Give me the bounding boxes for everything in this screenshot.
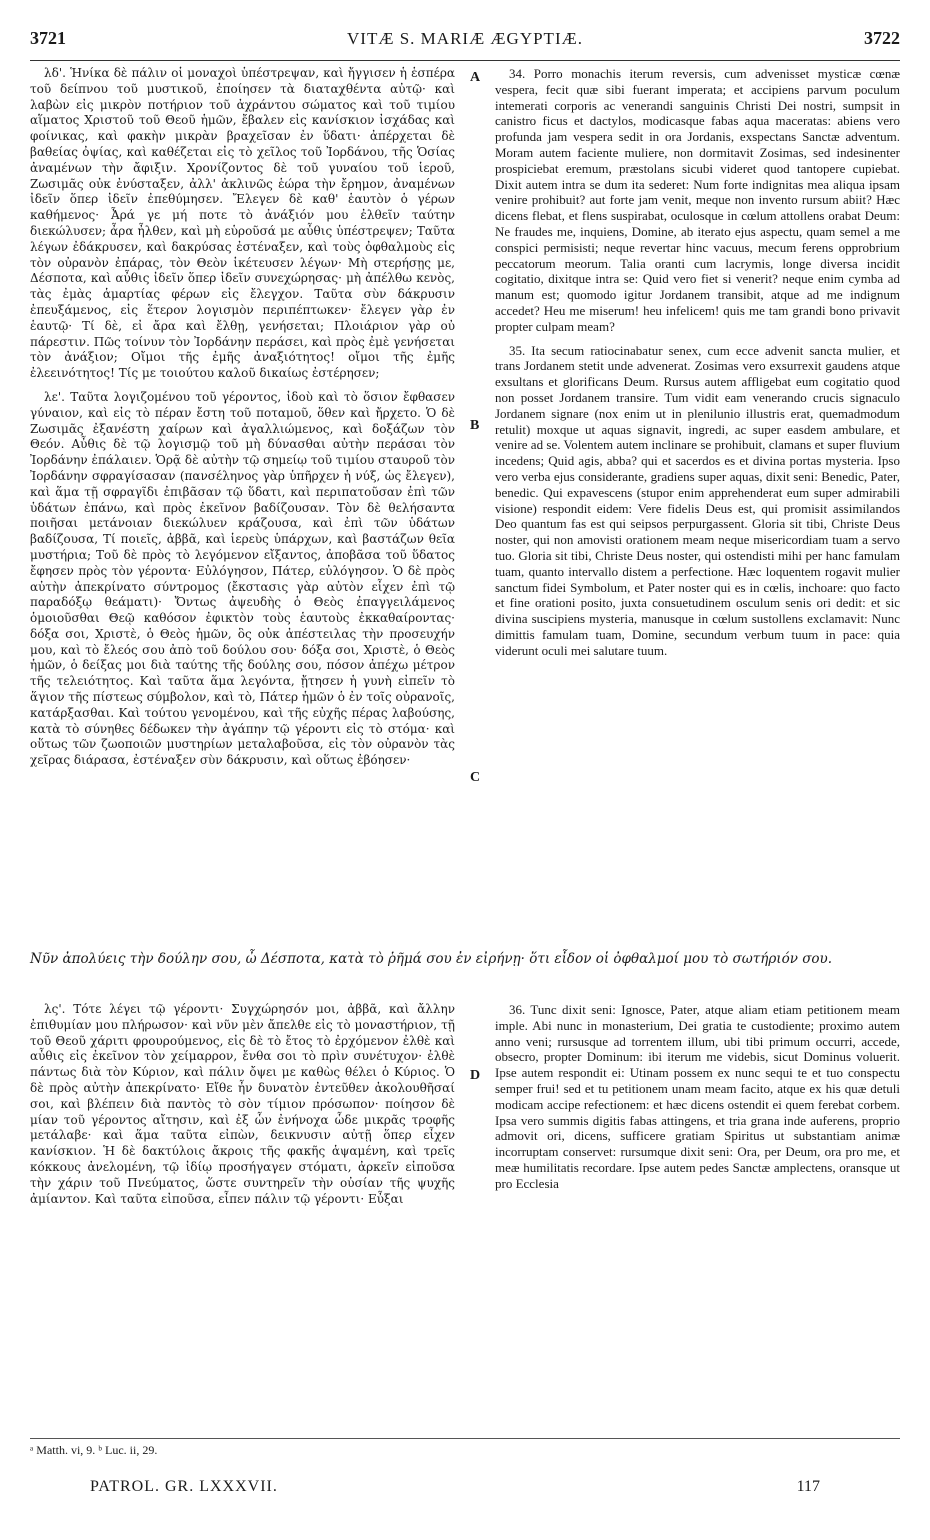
- page-header: [30, 28, 900, 61]
- footnotes: ᵃ Matth. vi, 9. ᵇ Luc. ii, 29.: [30, 1438, 900, 1458]
- latin-paragraph-34: 34. Porro monachis iterum reversis, cum advenisset mysticæ cœnæ vespera, fecit quæ sibi fuerant imperata; et accipiens parvum poculum intemerati corporis ac venerandi sanguinis Christi Dei nostri, sumpsit in canistro ficus et dactylos, modicasque fabas aqua maceratas: abiens vero profunda jam vespera sedit in ora Jordanis, exspectans Sanctæ adventum. Moram autem faciente muliere, non dormitavit Zosimas, sed indesinenter prospiciebat eremum, præstolans sicubi videret quod tantopere cupiebat. Dixit autem intra se dum ita sederet: Num forte indignitas mea aliqua ipsam venire prohibuit? aut forte jam venit, meque non invento rursum abiit? Hæc dicens flebat, et flens suspirabat, oculosque in cœlum attollens orabat Deum: Ne fraudes me, inquiens, Domine, ab iterato ejus aspectu, quam semel a me conspici permisisti; neque revertar hinc vacuus, mecum ferens opprobrium peccatorum meorum. Talia oranti cum lacrymis, longe diversa incidit cogitatio, dixitque intra se: Quid vero fiet si venerit? neque enim cymba ad manum est; quomodo igitur Jordanem transibit, atque ad me indignum accedet? Heu me miserum! heu infelicem! quis me tam grandi bono privavit propter culpam meam?: [495, 66, 900, 334]
- page-number-right: 3722: [864, 28, 900, 48]
- greek-paragraph-36: λς'. Τότε λέγει τῷ γέροντι· Συγχώρησόν μοι, ἀββᾶ, καὶ ἄλλην ἐπιθυμίαν μου πλήρωσον· καὶ νῦν μὲν ἄπελθε εἰς τὸ μοναστήριον, τῇ τοῦ Θεοῦ χάριτι φρουρούμενος, εἰς δὲ τὸ ἔτος τὸ ἐρχόμενον ἐλθὲ καὶ αὖθις εἰς ἐκεῖνον τὸν χείμαρρον, ἔνθα σοι τὸ πρὶν συνέτυχον· ἐλθὲ πάντως διὰ τὸν Κύριον, καὶ πάλιν ὄψει με καθὼς θέλει ὁ Κύριος. Ὁ δὲ πρὸς αὐτὴν ἀπεκρίνατο· Εἴθε ἦν δυνατὸν ἐντεῦθεν ἀκολουθῆσαί σοι, καὶ βλέπειν διὰ παντὸς τὸ σὸν τίμιον πρόσωπον· ποίησον δὲ μίαν τοῦ γέροντος αἴτησιν, καὶ ἐξ ὧν ἐνήνοχα ὧδε μικρᾶς τροφῆς μετάλαβε· καὶ ἅμα ταῦτα εἰπὼν, δεικνυσιν αὐτῇ ὅπερ εἶχεν κανίσκιον. Ἡ δὲ δακτύλοις ἄκροις τῆς φακῆς ἁψαμένη, καὶ τρεῖς κόκκους ἀνελομένη, τῷ ἰδίῳ προσήγαγεν στόματι, ἀρκεῖν εἰποῦσα τὴν χάριν τοῦ Πνεύματος, ὥστε συντηρεῖν τὴν οὐσίαν τῆς ψυχῆς ἀμίαντον. Καὶ ταῦτα εἰποῦσα, εἶπεν πάλιν τῷ γέροντι· Εὖξαι: [30, 1002, 455, 1206]
- latin-column: [495, 66, 900, 666]
- sheet-number: 117: [796, 1478, 820, 1495]
- latin-paragraph-35: 35. Ita secum ratiocinabatur senex, cum ecce advenit sancta mulier, et trans Jordanem stetit unde advenerat. Zosimas vero exsurrexit gaudens atque exsultans et glorificans Deum. Rursus autem affligebat eum cogitatio quod non posset Jordanem transire. Tum vidit eam venerando crucis signaculo Jordanem signare (nox enim ut in plenilunio illustris erat, quemadmodum retulit) moxque ut aquas signavit, ingredi, ac super easdem ambulare, et venire ad se. Volentem autem inclinare se prohibuit, clamans et super fluvium incedens; Quid agis, abba? qui et sacerdos es et divina portas mysteria. Ipso vero verba ejus considerante, gradiens super aquas, dixit seni: Benedic, Pater, benedic. Qui expavescens (stupor enim apprehenderat eum super admirabili visione) respondit eidem: Vere fidelis Deus est, qui promisit assimilandos Deo quantum fas est qui seipsos perpurgassent. Gloria sit tibi, Christe Deus noster, qui non amovisti orationem meam neque misericordiam tuam a servo tuo. Gloria sit tibi, Christe Deus noster, qui ostendisti mihi per hanc famulam tuam, quanto intervallo distem a perfectione. Hæc loquentem rogavit mulier sanctum fidei Symbolum, et Pater noster qui es in cœlis, inchoare: quo facto et fine orationi posito, juxta consuetudinem osculum senis ori dedit: et sic divina suscipiens mysteria, manusque in cœlum sustollens exclamavit: Nunc dimittis famulam tuam, Domine, secundum verbum tuum in pace: quia viderunt oculi mei salutare tuum.: [495, 342, 900, 658]
- margin-marker-c: C: [470, 770, 481, 785]
- margin-marker-a: A: [470, 70, 481, 85]
- spanning-quotation: Νῦν ἀπολύεις τὴν δούλην σου, ὦ Δέσποτα, κατὰ τὸ ῥῆμά σου ἐν εἰρήνῃ· ὅτι εἶδον οἱ ὀφθαλμοί μου τὸ σωτήριόν σου.: [30, 951, 833, 967]
- page-number-left: 3721: [30, 28, 66, 48]
- latin-column-lower: [495, 1002, 900, 1200]
- collection-signature: PATROL. GR. LXXXVII.: [90, 1478, 278, 1495]
- greek-paragraph-34: λδ'. Ἡνίκα δὲ πάλιν οἱ μοναχοὶ ὑπέστρεψαν, καὶ ἤγγισεν ἡ ἑσπέρα τοῦ δείπνου τοῦ μυστικοῦ, ἐποίησεν τὰ διαταχθέντα αὐτῷ· καὶ λαβὼν εἰς μικρὸν ποτήριον τοῦ ἀχράντου σώματος καὶ τοῦ τιμίου αἵματος Χριστοῦ τοῦ Θεοῦ ἡμῶν, ἔβαλεν εἰς κανίσκιον ἰσχάδας καὶ φοίνικας, καὶ φακὴν μικρὰν βραχεῖσαν ἐν ὕδατι· ἀπέρχεται δὲ βαθείας ὀψίας, καὶ καθέζεται εἰς τὸ χεῖλος τοῦ Ἰορδάνου, τῆς Ὁσίας ἀναμένων τὴν ἄφιξιν. Χρονίζοντος δὲ τοῦ γυναίου τοῦ ἱεροῦ, Ζωσιμᾶς οὐκ ἐνύσταξεν, ἀλλ' ἀκλινῶς ἑώρα τὴν ἔρημον, ἀναμένων ἰδεῖν ὅπερ ἰδεῖν ἐπεθύμησεν. Ἔλεγεν δὲ καθ' ἑαυτὸν ὁ γέρων καθήμενος· Ἆρά γε μή ποτε τὸ ἀνάξιόν μου ἐλθεῖν ταύτην διεκώλυσεν; ἆρα ἦλθεν, καὶ μὴ εὑροῦσά με αὖθις ὑπέστρεψεν; Ταῦτα λέγων ἐδάκρυσεν, καὶ δακρύσας ἐστέναξεν, καὶ τοὺς ὀφθαλμοὺς εἰς τὸν οὐρανὸν ἐπάρας, τὸν Θεὸν ἱκέτευσεν λέγων· Μὴ στερήσῃς με, Δέσποτα, καὶ αὖθις ἰδεῖν ὅπερ ἰδεῖν συνεχώρησας· μὴ ἀπέλθω κενὸς, τὰς ἐμὰς ἁμαρτίας φέρων εἰς ἔλεγχον. Ταῦτα σὺν δάκρυσιν ἐπευξάμενος, εἰς ἕτερον λογισμὸν περιπέπτωκεν· ἔλεγεν γὰρ ἐν ἑαυτῷ· Τί δὲ, εἰ ἄρα καὶ ἔλθῃ, γενήσεται; Πλοιάριον γὰρ οὐ πάρεστιν. Πῶς τοίνυν τὸν Ἰορδάνην περάσει, καὶ πρὸς ἐμὲ γενήσεται τὸν ἀνάξιον; Οἴμοι τῆς ἐμῆς ἀναξιότητος! οἴμοι τῆς ἐμῆς ἐλεεινότητος! Τίς με τοιούτου καλοῦ δικαίως ἐστέρησεν;: [30, 66, 455, 381]
- text-columns-lower: [30, 1002, 900, 1432]
- greek-column-lower: [30, 1002, 455, 1215]
- latin-paragraph-36: 36. Tunc dixit seni: Ignosce, Pater, atque aliam etiam petitionem meam imple. Abi nunc in monasterium, Dei gratia te custodiente; proximo autem anno veni; rursusque ad torrentem illum, ubi tibi primum occurri, accede, obsecro, propter Dominum: ibi iterum me videbis, sicut Dominus voluerit. Ipse autem respondit ei: Utinam possem ex nunc sequi te et tuo conspectu semper frui! sed et tu petitionem unam meam facito, atque ex his quæ detuli modicam accipe refectionem: et hæc dicens ostendit ei quem ferebat corbem. Ipsa vero summis digitis fabas attingens, et tria grana inde auferens, proprio admovit ori, dicens, sufficere gratiam Spiritus ut substantiam animæ incorruptam conservet: rursumque dixit seni: Ora, per Deum, ora pro me, et meæ humilitatis recordare. Ipse autem pedes Sanctæ amplectens, oransque ut pro Ecclesia: [495, 1002, 900, 1191]
- running-title: VITÆ S. MARIÆ ÆGYPTIÆ.: [347, 29, 583, 48]
- margin-marker-b: B: [470, 418, 480, 433]
- page-footer: [30, 1478, 900, 1496]
- margin-marker-d: D: [470, 1068, 481, 1083]
- greek-column: [30, 66, 455, 777]
- greek-paragraph-35: λε'. Ταῦτα λογιζομένου τοῦ γέροντος, ἰδοὺ καὶ τὸ ὅσιον ἔφθασεν γύναιον, καὶ εἰς τὸ πέραν ἔστη τοῦ ποταμοῦ, ὅθεν καὶ ἤρχετο. Ὁ δὲ Ζωσιμᾶς ἐξανέστη χαίρων καὶ ἀγαλλιώμενος, καὶ δοξάζων τὸν Θεόν. Αὖθις δὲ τῷ λογισμῷ τοῦ μὴ δύνασθαι αὐτὴν περάσαι τὸν Ἰορδάνην ἐπάλαιεν. Ὁρᾷ δὲ αὐτὴν τῷ σημείῳ τοῦ τιμίου σταυροῦ τὸν Ἰορδάνην σφραγίσασαν (πανσέληνος γὰρ ὑπῆρχεν ἡ νύξ, ὡς ἔλεγεν), καὶ ἅμα τῇ σφραγῖδι ἐπιβᾶσαν τῷ ὕδατι, καὶ περιπατοῦσαν ἐπὶ τῶν ὑδάτων ἐπάνω, καὶ πρὸς ἐκεῖνον βαδίζουσαν. Τὸν δὲ θελήσαντα ποιῆσαι μετάνοιαν διεκώλυεν κράζουσα, καὶ ἐπὶ τῶν ὑδάτων βαδίζουσα, Τί ποιεῖς, ἀββᾶ, καὶ ἱερεὺς ὑπάρχων, καὶ βαστάζων θεῖα μυστήρια; Τοῦ δὲ πρὸς τὸ λεγόμενον εἴξαντος, ἀποβᾶσα τοῦ ὕδατος ἔφησεν πρὸς τὸν γέροντα· Εὐλόγησον, Πάτερ, εὐλόγησον. Ὁ δὲ πρὸς αὐτὴν ἀπεκρίνατο σύντρομος (ἔκστασις γὰρ αὐτὸν εἶχεν ἐπὶ τῷ παραδόξῳ θεάματι)· Ὄντως ἀψευδὴς ὁ Θεὸς ἐπαγγειλάμενος ὁμοιοῦσθαι Θεῷ καθόσον ἐφικτὸν τοὺς ἑαυτοὺς ἐκκαθαίροντας· δόξα σοι, Χριστὲ, ὁ Θεὸς ἡμῶν, ὃς οὐκ ἀπέστειλας τὴν προσευχήν μου, καὶ τὸ ἔλεός σου ἀπὸ τοῦ δούλου σου· δόξα σοι, Χριστὲ, ὁ Θεὸς ἡμῶν, ὁ δείξας μοι διὰ ταύτης τῆς δούλης σου, πόσον ἀπέχω μέτρον τῆς τελειότητος. Καὶ ταῦτα ἅμα λεγόντα, ᾔτησεν ἡ γυνὴ εἰπεῖν τὸ ἅγιον τῆς πίστεως σύμβολον, καὶ τὸ, Πάτερ ἡμῶν ὁ ἐν τοῖς οὐρανοῖς, κατάρξασθαι. Καὶ τούτου γενομένου, καὶ τῆς εὐχῆς πέρας λαβούσης, κατὰ τὸ σύνηθες δέδωκεν τὴν ἀγάπην τῷ γέροντι εἰς τὸ στόμα· καὶ οὕτως τῶν ζωοποιῶν μυστηρίων μεταλαβοῦσα, εἰς τὸν οὐρανὸν τὰς χεῖρας διάρασα, ἐστέναξεν σὺν δάκρυσιν, καὶ οὕτως ἐβόησεν·: [30, 389, 455, 768]
